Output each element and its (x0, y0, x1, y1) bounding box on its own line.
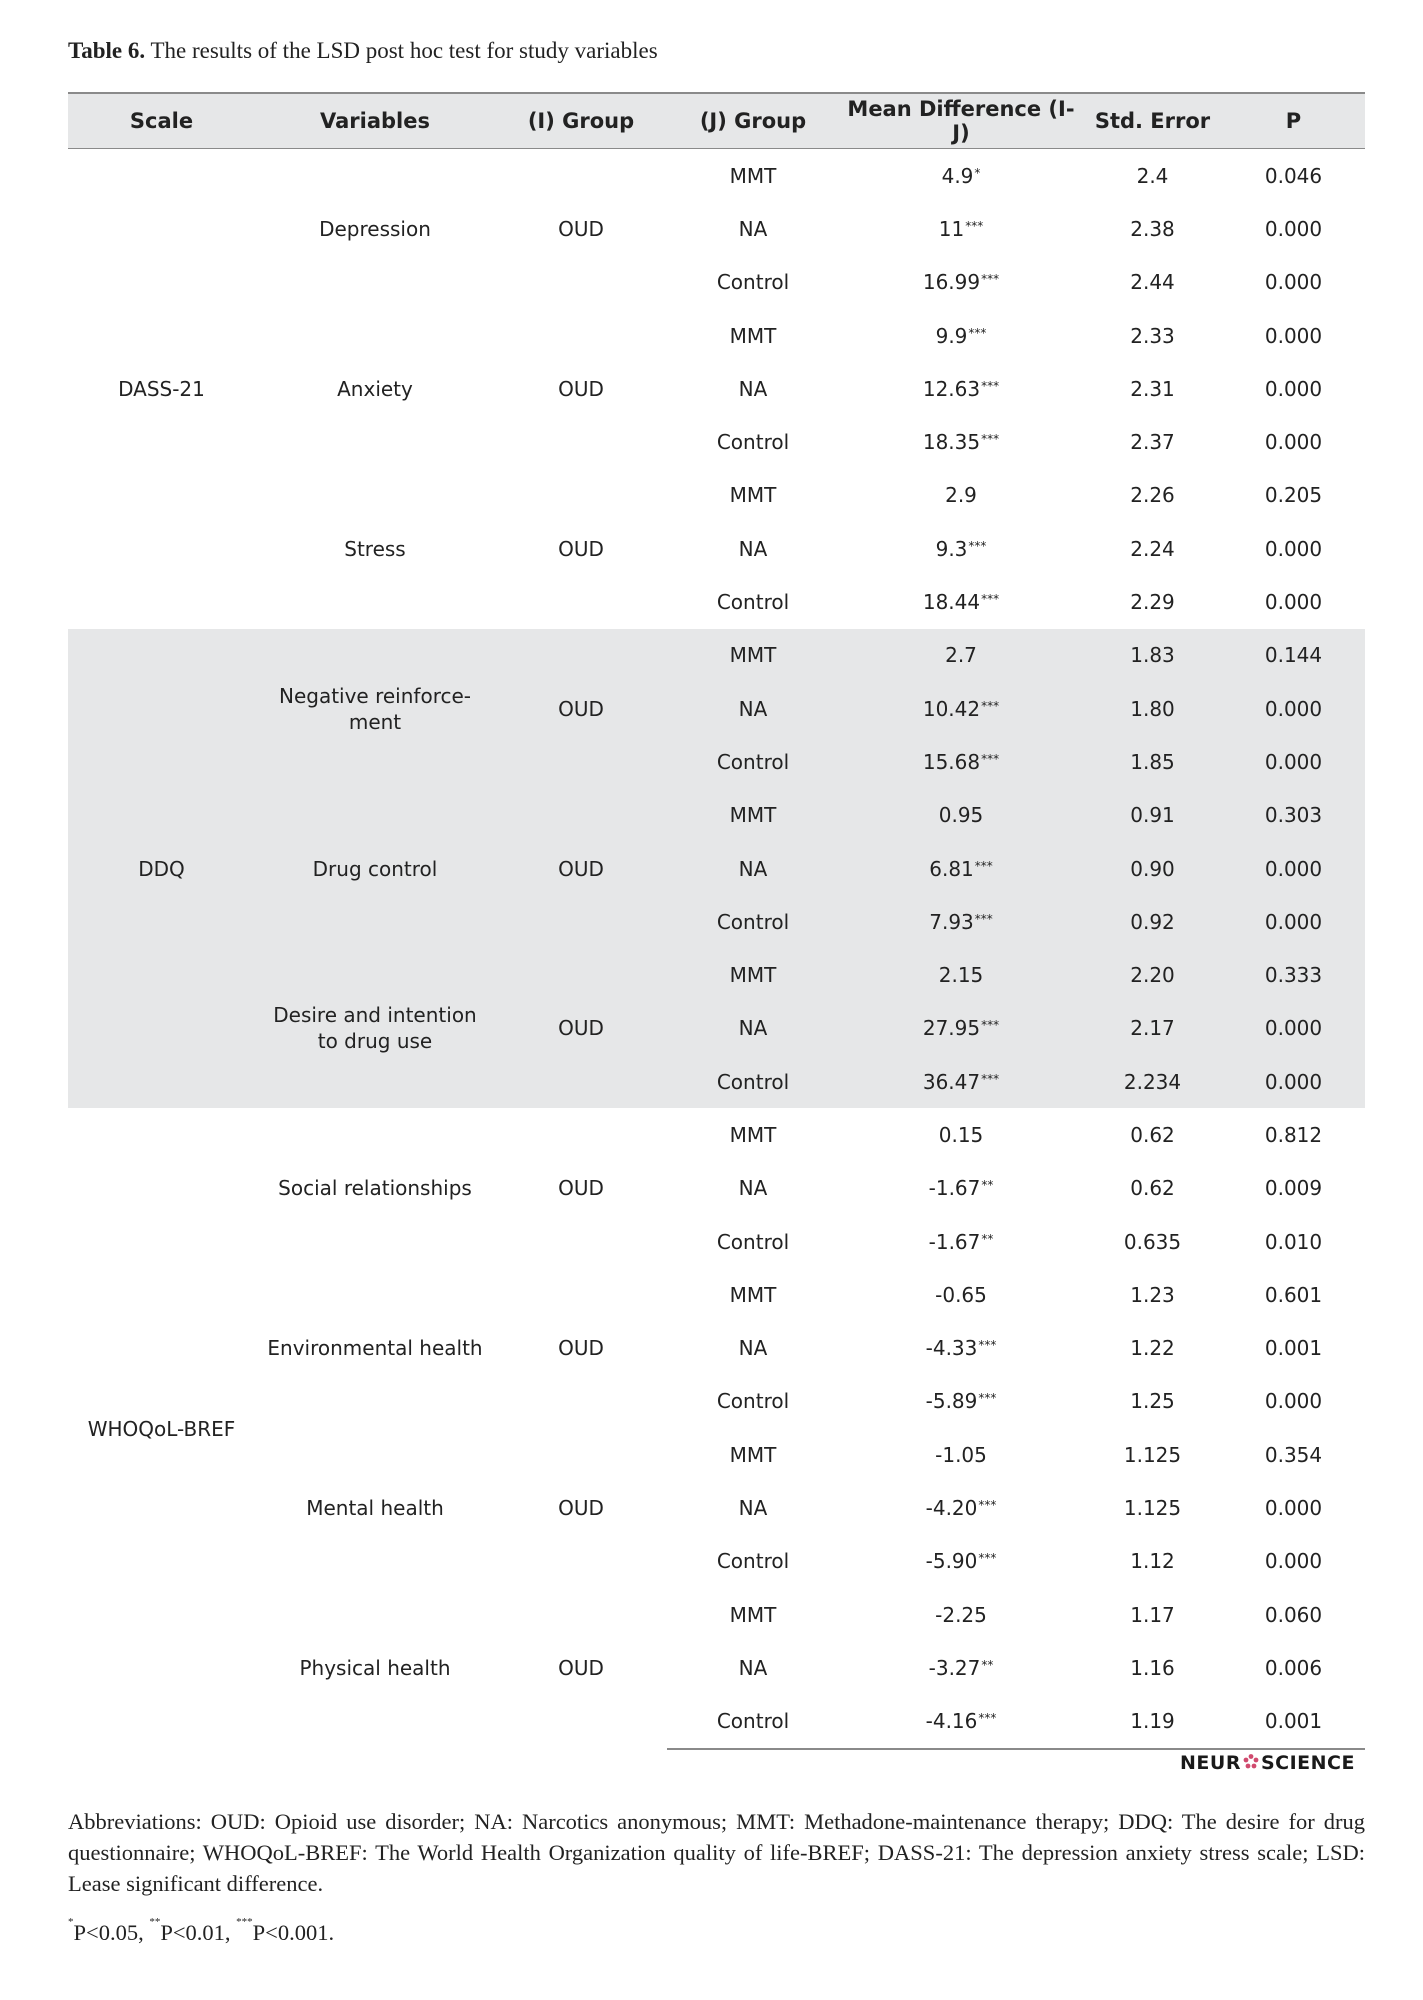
significance-marker: *** (981, 592, 1000, 607)
neuroscience-logo (1180, 1752, 1355, 1774)
j-group-cell: NA (667, 842, 839, 895)
footnote-text: P<0.05, (73, 1920, 150, 1945)
std-error-cell: 1.80 (1083, 682, 1222, 735)
p-value-cell: 0.000 (1264, 590, 1323, 615)
j-group-cell: MMT (729, 1442, 777, 1467)
mean-difference-cell (839, 522, 1083, 575)
mean-value: -5.90 (925, 1549, 978, 1574)
header-variables: Variables (255, 93, 495, 149)
mean-value: -1.67 (928, 1176, 981, 1201)
mean-value: 11 (938, 216, 965, 241)
mean-difference-cell (839, 1428, 1083, 1481)
i-group-cell: OUD (495, 948, 667, 1108)
header-p: P (1222, 93, 1365, 149)
j-group-cell: NA (738, 1496, 768, 1521)
header-scale: Scale (68, 93, 255, 149)
scale-cell: DDQ (68, 629, 255, 1109)
significance-marker: *** (974, 911, 993, 926)
mean-difference-cell (839, 149, 1083, 203)
variable-cell: Social relationships (278, 1176, 472, 1201)
std-error-cell: 1.25 (1130, 1389, 1175, 1414)
mean-difference-cell (839, 362, 1083, 415)
p-value-cell: 0.000 (1264, 216, 1323, 241)
j-group-cell: MMT (729, 1602, 777, 1627)
significance-marker: *** (978, 1551, 997, 1566)
significance-marker: *** (978, 1498, 997, 1513)
i-group-cell: OUD (495, 629, 667, 789)
footnote-marker: *** (236, 1916, 253, 1928)
std-error-cell: 2.4 (1136, 163, 1169, 188)
std-error-cell: 2.20 (1083, 948, 1222, 1001)
j-group-cell: Control (667, 735, 839, 788)
mean-value: 10.42 (922, 696, 981, 721)
mean-value: 2.9 (945, 483, 977, 508)
i-group-cell: OUD (558, 1176, 604, 1201)
p-value-cell: 0.333 (1222, 948, 1365, 1001)
std-error-cell: 0.91 (1083, 789, 1222, 842)
significance-marker: * (974, 165, 981, 180)
mean-difference-cell (839, 735, 1083, 788)
table-row (68, 309, 1365, 362)
j-group-cell: NA (738, 1176, 768, 1201)
std-error-cell: 2.26 (1130, 483, 1175, 508)
p-value-cell: 0.601 (1264, 1282, 1323, 1307)
footnote-text: P<0.01, (160, 1920, 237, 1945)
std-error-cell: 2.44 (1130, 270, 1175, 295)
mean-value: -4.16 (925, 1709, 978, 1734)
std-error-cell: 1.17 (1130, 1602, 1175, 1627)
i-group-cell: OUD (558, 216, 604, 241)
table-row (68, 149, 1365, 203)
significance-marker: *** (981, 272, 1000, 287)
j-group-cell: Control (716, 1229, 790, 1254)
mean-difference-cell (839, 629, 1083, 682)
j-group-cell: MMT (729, 323, 777, 348)
p-value-cell: 0.001 (1264, 1336, 1323, 1361)
mean-value: -2.25 (935, 1602, 987, 1627)
i-group-cell: OUD (495, 789, 667, 949)
j-group-cell: NA (738, 1655, 768, 1680)
std-error-cell: 0.635 (1123, 1229, 1182, 1254)
i-group-cell: OUD (558, 1336, 604, 1361)
mean-difference-cell (839, 469, 1083, 522)
p-value-cell: 0.000 (1264, 270, 1323, 295)
significance-marker: *** (974, 858, 993, 873)
mean-difference-cell (839, 415, 1083, 468)
table-caption-text: The results of the LSD post hoc test for study variables (150, 38, 658, 63)
p-value-cell: 0.000 (1222, 842, 1365, 895)
mean-difference-cell (839, 256, 1083, 309)
p-value-cell: 0.000 (1264, 430, 1323, 455)
std-error-cell: 1.125 (1123, 1442, 1182, 1467)
footnote-text: P<0.001. (252, 1920, 335, 1945)
table-row (68, 469, 1365, 522)
mean-difference-cell (839, 575, 1083, 628)
p-value-cell: 0.009 (1264, 1176, 1323, 1201)
mean-difference-cell (839, 1002, 1083, 1055)
mean-difference-cell (839, 1375, 1083, 1428)
mean-value: -0.65 (935, 1282, 987, 1307)
mean-difference-cell (839, 1535, 1083, 1588)
std-error-cell: 1.16 (1130, 1655, 1175, 1680)
j-group-cell: NA (738, 216, 768, 241)
logo-text-end: SCIENCE (1260, 1752, 1355, 1774)
std-error-cell: 2.29 (1130, 590, 1175, 615)
scale-cell: WHOQoL-BREF (87, 1416, 236, 1441)
table-caption-label: Table 6. (68, 38, 146, 63)
p-value-cell: 0.812 (1264, 1122, 1323, 1147)
significance-marker: ** (981, 1231, 994, 1246)
std-error-cell: 1.125 (1123, 1496, 1182, 1521)
significance-marker: *** (981, 698, 1000, 713)
significance-marker: *** (968, 538, 987, 553)
mean-value: -3.27 (928, 1655, 981, 1680)
mean-difference-cell (839, 1322, 1083, 1375)
mean-value: 12.63 (922, 376, 981, 401)
std-error-cell: 2.234 (1083, 1055, 1222, 1108)
std-error-cell: 2.38 (1130, 216, 1175, 241)
mean-difference-cell (839, 948, 1083, 1001)
std-error-cell: 0.62 (1130, 1122, 1175, 1147)
header-std-error: Std. Error (1083, 93, 1222, 149)
mean-value: -5.89 (925, 1389, 978, 1414)
j-group-cell: MMT (729, 1282, 777, 1307)
p-value-cell: 0.303 (1222, 789, 1365, 842)
mean-value: 36.47 (922, 1069, 981, 1094)
p-value-cell: 0.000 (1264, 1496, 1323, 1521)
table-row (68, 1108, 1365, 1161)
mean-difference-cell (839, 1695, 1083, 1749)
std-error-cell: 2.17 (1083, 1002, 1222, 1055)
std-error-cell: 0.90 (1083, 842, 1222, 895)
j-group-cell: Control (667, 1695, 839, 1749)
p-value-cell: 0.205 (1264, 483, 1323, 508)
std-error-cell: 1.22 (1130, 1336, 1175, 1361)
p-value-cell: 0.000 (1264, 536, 1323, 561)
logo-text-start: NEUR (1180, 1752, 1241, 1774)
i-group-cell: OUD (558, 536, 604, 561)
p-value-cell: 0.000 (1264, 323, 1323, 348)
mean-difference-cell (839, 789, 1083, 842)
mean-difference-cell (839, 1268, 1083, 1321)
header-i-group: (I) Group (495, 93, 667, 149)
std-error-cell: 0.92 (1083, 895, 1222, 948)
mean-value: -1.05 (935, 1442, 987, 1467)
j-group-cell: NA (667, 682, 839, 735)
mean-value: -1.67 (928, 1229, 981, 1254)
mean-difference-cell (839, 842, 1083, 895)
significance-marker: *** (978, 1711, 997, 1726)
mean-value: 27.95 (922, 1016, 981, 1041)
p-value-cell: 0.000 (1264, 1389, 1323, 1414)
p-value-cell: 0.000 (1222, 895, 1365, 948)
j-group-cell: NA (738, 536, 768, 561)
mean-difference-cell (839, 1215, 1083, 1268)
p-value-cell: 0.006 (1264, 1655, 1323, 1680)
p-value-cell: 0.010 (1264, 1229, 1323, 1254)
table-row (68, 948, 1365, 1001)
significance-marker: *** (981, 751, 1000, 766)
mean-value: 9.9 (935, 323, 968, 348)
p-value-cell: 0.000 (1222, 1055, 1365, 1108)
mean-difference-cell (839, 309, 1083, 362)
mean-value: 2.7 (945, 643, 977, 668)
std-error-cell: 1.19 (1083, 1695, 1222, 1749)
mean-value: 2.15 (938, 963, 984, 988)
mean-difference-cell (839, 1588, 1083, 1641)
mean-difference-cell (839, 1481, 1083, 1534)
variable-cell: Negative reinforce- ment (255, 629, 495, 789)
table-row (68, 1268, 1365, 1321)
scale-cell: DASS-21 (118, 376, 205, 401)
significance-marker: *** (968, 325, 987, 340)
significance-marker: *** (981, 378, 1000, 393)
mean-difference-cell (839, 1641, 1083, 1694)
mean-difference-cell (839, 202, 1083, 255)
table-row (68, 789, 1365, 842)
i-group-cell: OUD (558, 1656, 604, 1681)
j-group-cell: Control (667, 1055, 839, 1108)
p-value-cell: 0.046 (1264, 163, 1323, 188)
std-error-cell: 0.62 (1130, 1176, 1175, 1201)
mean-value: -4.33 (925, 1336, 978, 1361)
mean-difference-cell (839, 895, 1083, 948)
p-value-cell: 0.001 (1222, 1695, 1365, 1749)
significance-marker: *** (981, 432, 1000, 447)
std-error-cell: 2.31 (1130, 376, 1175, 401)
footnote-marker: * (68, 1916, 74, 1928)
mean-value: 0.95 (938, 803, 984, 828)
mean-value: -4.20 (925, 1496, 978, 1521)
p-value-cell: 0.000 (1264, 1549, 1323, 1574)
table-row (68, 1428, 1365, 1481)
std-error-cell: 1.83 (1083, 629, 1222, 682)
mean-value: 0.15 (938, 1122, 984, 1147)
j-group-cell: Control (716, 430, 790, 455)
table-caption (68, 38, 658, 64)
mean-value: 16.99 (922, 270, 981, 295)
mean-difference-cell (839, 1162, 1083, 1215)
variable-cell: Depression (319, 216, 431, 241)
i-group-cell: OUD (558, 376, 604, 401)
p-value-cell: 0.000 (1222, 1002, 1365, 1055)
mean-value: 6.81 (929, 856, 974, 881)
mean-difference-cell (839, 1108, 1083, 1161)
flower-icon (1242, 1753, 1260, 1771)
mean-value: 18.44 (922, 590, 981, 615)
table-row (68, 629, 1365, 682)
p-value-cell: 0.000 (1222, 735, 1365, 788)
significance-marker: ** (981, 1657, 994, 1672)
significance-marker: ** (981, 1178, 994, 1193)
j-group-cell: Control (716, 270, 790, 295)
j-group-cell: Control (716, 1389, 790, 1414)
abbreviations-note: Abbreviations: OUD: Opioid use disorder; NA: Narcotics anonymous; MMT: Methadone-maintenance therapy; DDQ: The desire for drug questionnaire; WHOQoL-BREF: The World Health Organization quality of life-BREF; DASS-21: The depression anxiety stress scale; LSD: Lease significant difference. (68, 1809, 1365, 1896)
variable-cell: Physical health (299, 1656, 451, 1681)
significance-footnote (68, 1916, 335, 1946)
j-group-cell: MMT (667, 948, 839, 1001)
p-value-cell: 0.000 (1222, 682, 1365, 735)
i-group-cell: OUD (558, 1496, 604, 1521)
j-group-cell: MMT (729, 483, 777, 508)
std-error-cell: 1.85 (1083, 735, 1222, 788)
j-group-cell: Control (716, 590, 790, 615)
variable-cell: Stress (344, 536, 406, 561)
results-table (68, 92, 1365, 1750)
j-group-cell: NA (667, 1002, 839, 1055)
j-group-cell: MMT (667, 789, 839, 842)
variable-cell: Drug control (255, 789, 495, 949)
p-value-cell: 0.060 (1264, 1602, 1323, 1627)
results-table-container (68, 92, 1365, 1750)
mean-difference-cell (839, 1055, 1083, 1108)
j-group-cell: MMT (729, 1122, 777, 1147)
j-group-cell: MMT (667, 629, 839, 682)
variable-cell: Mental health (306, 1496, 444, 1521)
significance-marker: *** (978, 1391, 997, 1406)
table-row (68, 1588, 1365, 1641)
variable-cell: Desire and intention to drug use (255, 948, 495, 1108)
mean-value: 18.35 (922, 430, 981, 455)
header-mean-difference: Mean Difference (I-J) (839, 93, 1083, 149)
significance-marker: *** (981, 1018, 1000, 1033)
std-error-cell: 2.37 (1130, 430, 1175, 455)
j-group-cell: Control (667, 895, 839, 948)
j-group-cell: Control (716, 1549, 790, 1574)
variable-cell: Anxiety (337, 376, 413, 401)
significance-marker: *** (981, 1071, 1000, 1086)
table-body (68, 149, 1365, 1749)
variable-cell: Environmental health (267, 1336, 483, 1361)
std-error-cell: 1.12 (1130, 1549, 1175, 1574)
header-j-group: (J) Group (667, 93, 839, 149)
p-value-cell: 0.354 (1264, 1442, 1323, 1467)
p-value-cell: 0.144 (1222, 629, 1365, 682)
mean-value: 15.68 (922, 749, 981, 774)
j-group-cell: MMT (729, 163, 777, 188)
significance-marker: *** (978, 1338, 997, 1353)
std-error-cell: 2.33 (1130, 323, 1175, 348)
j-group-cell: NA (738, 1336, 768, 1361)
p-value-cell: 0.000 (1264, 376, 1323, 401)
std-error-cell: 1.23 (1130, 1282, 1175, 1307)
significance-marker: *** (965, 218, 984, 233)
mean-value: 4.9 (941, 163, 974, 188)
std-error-cell: 2.24 (1130, 536, 1175, 561)
header-row (68, 93, 1365, 149)
mean-value: 9.3 (935, 536, 968, 561)
j-group-cell: NA (738, 376, 768, 401)
mean-difference-cell (839, 682, 1083, 735)
table-header (68, 93, 1365, 149)
mean-value: 7.93 (929, 909, 974, 934)
footnote-marker: ** (149, 1916, 161, 1928)
